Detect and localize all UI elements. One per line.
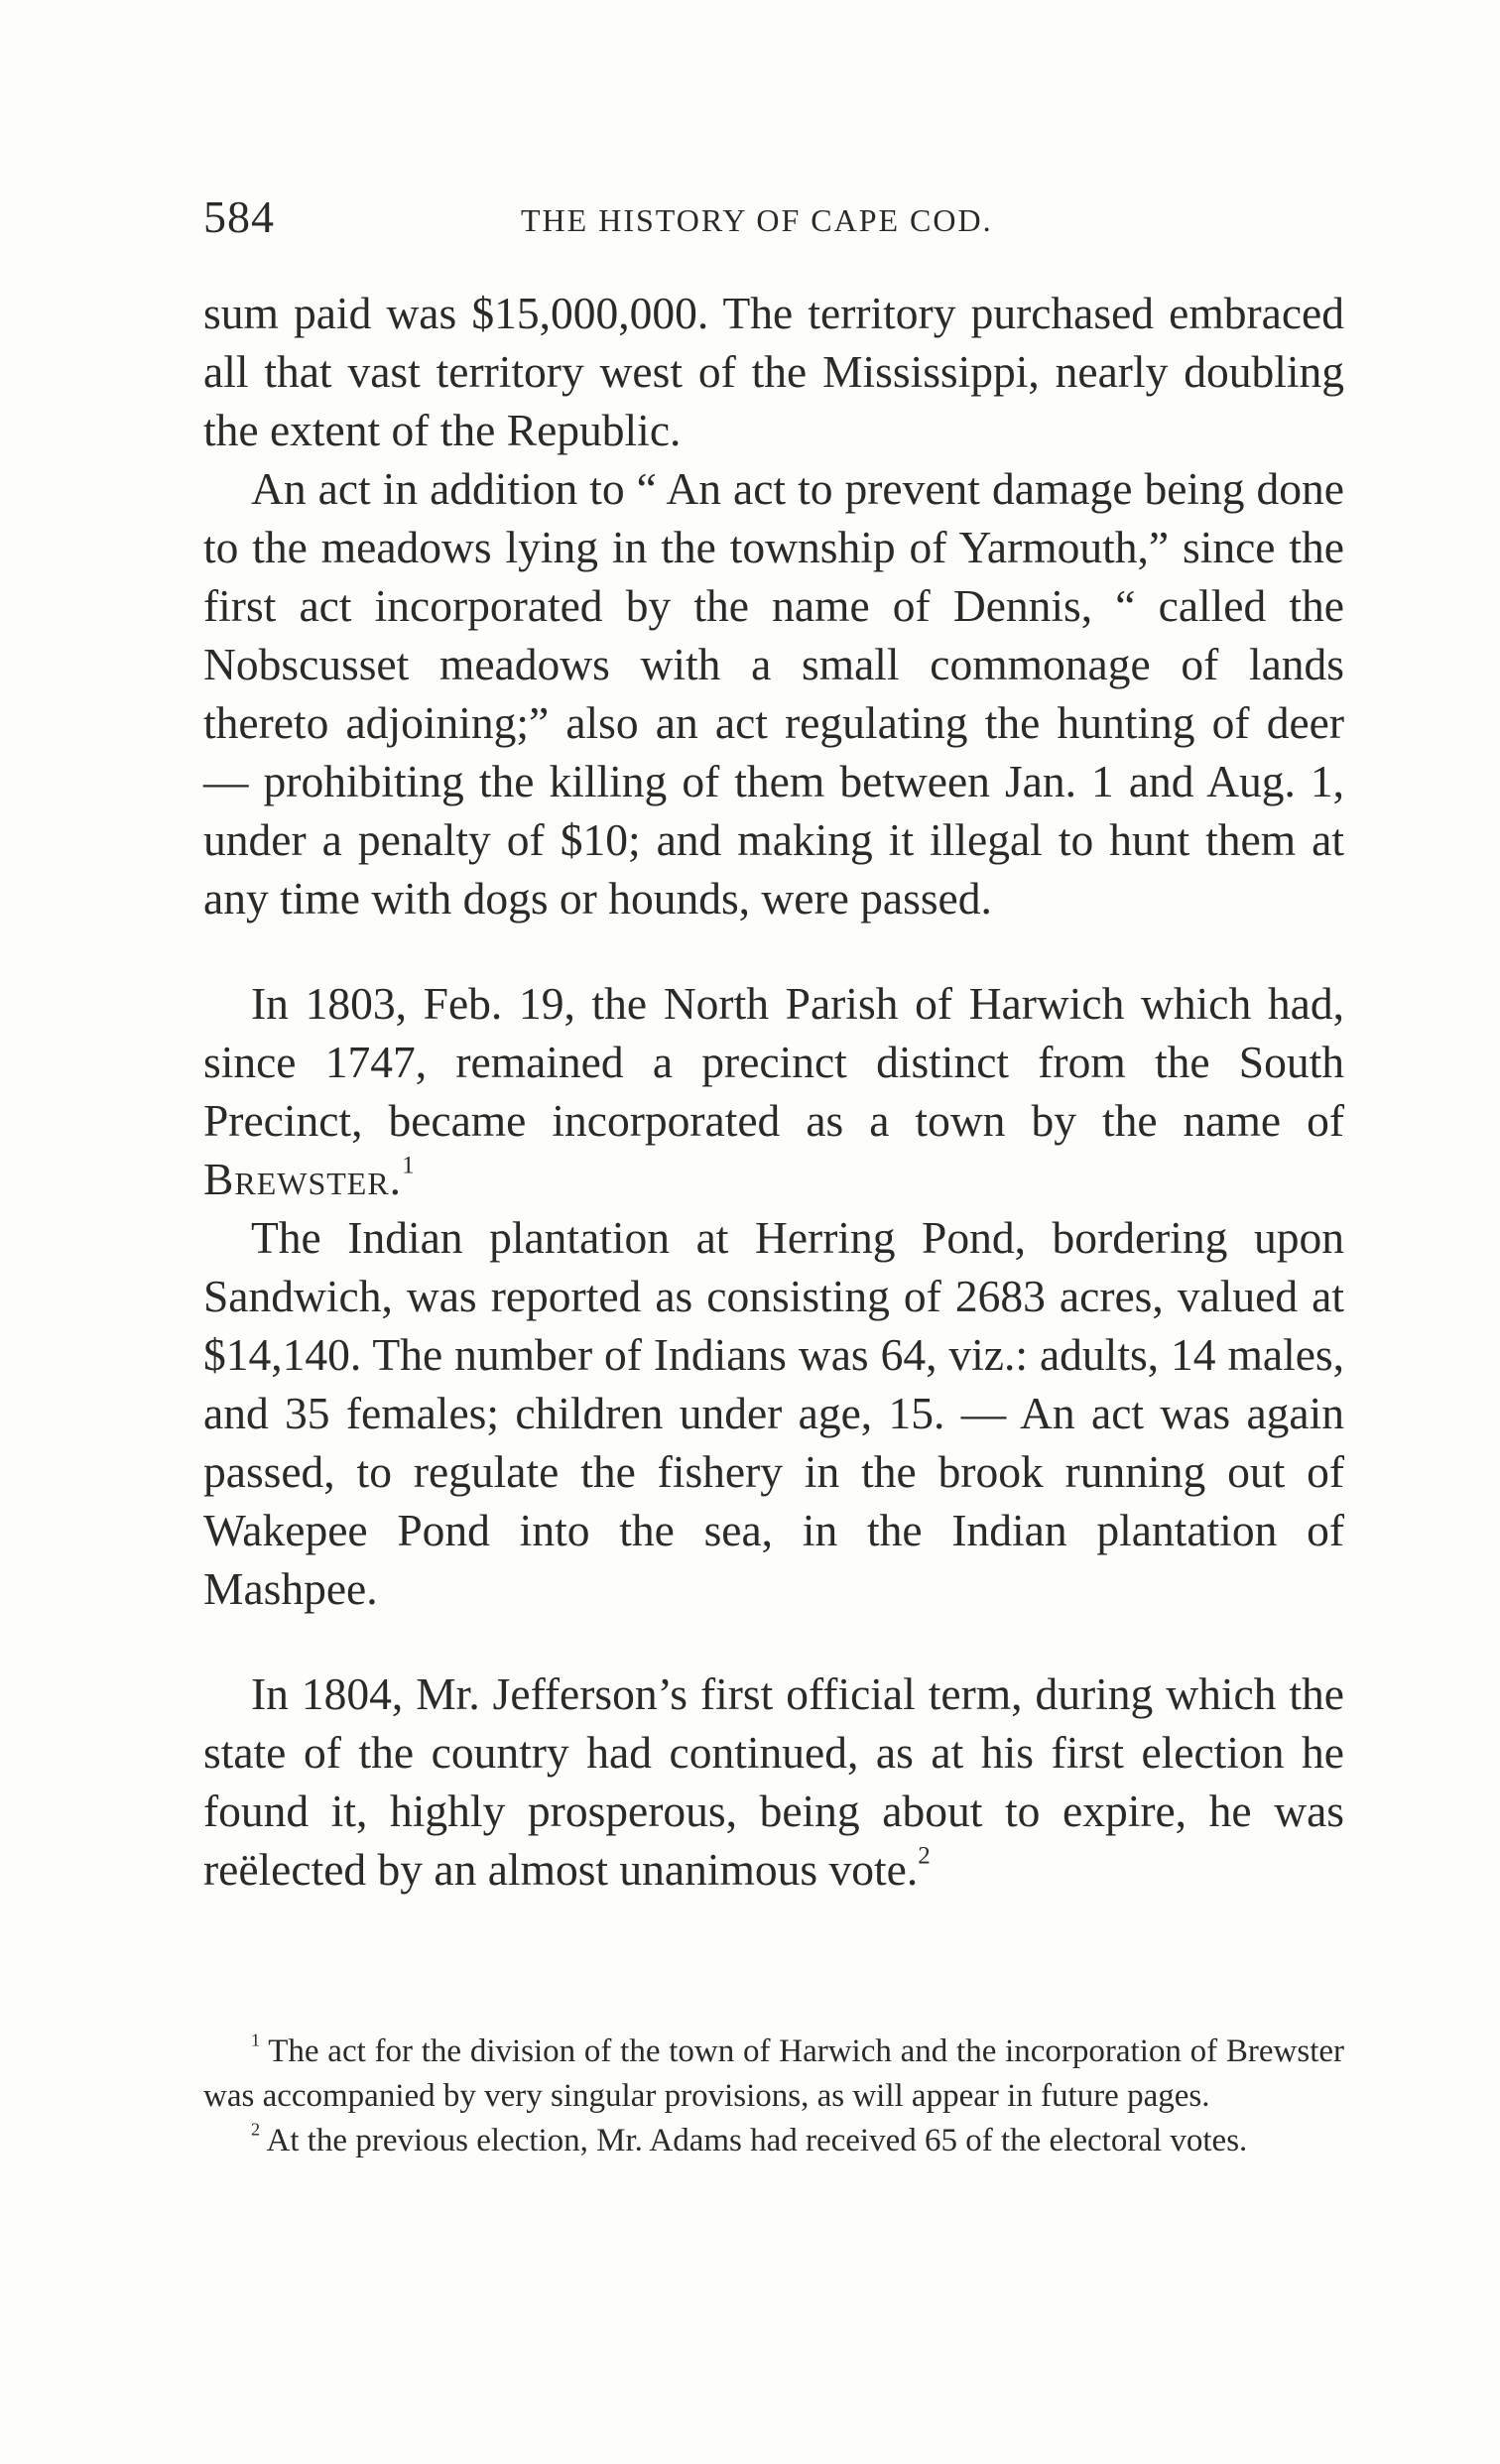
paragraph-3 — [203, 974, 1344, 1208]
paragraph-2: An act in addition to “ An act to prevent damage being done to the meadows lying in the township of Yarmouth,” since the first act incorporated by the name of Dennis, “ called the Nobscusset meadows with a small commonage of lands thereto adjoining;” also an act regulating the hunting of deer — prohibiting the killing of them between Jan. 1 and Aug. 1, under a penalty of $10; and making it illegal to hunt them at any time with dogs or hounds, were passed. — [203, 463, 1344, 924]
footnotes — [203, 2030, 1344, 2163]
running-title: THE HISTORY OF CAPE COD. — [521, 202, 993, 238]
paragraph-4: The Indian plantation at Herring Pond, bordering upon Sandwich, was reported as consisting of 2683 acres, valued at $14,140. The number of Indians was 64, viz.: adults, 14 males, and 35 females; children under age, 15. — An act was again passed, to regulate the fishery in the brook running out of Wakepee Pond into the sea, in the Indian plantation of Mashpee. — [203, 1212, 1344, 1614]
paragraph-3-text: In 1803, Feb. 19, the North Parish of Harwich which had, since 1747, remained a precinct distinct from the South Precinct, became incorporated as a town by the name of — [203, 978, 1344, 1146]
footnote-text: The act for the division of the town of Harwich and the incorporation of Brewster was accompanied by very singular provisions, as will appear in future pages. — [203, 2033, 1344, 2114]
paragraph-1: sum paid was $15,000,000. The territory purchased embraced all that vast territory west of the Mississippi, nearly doubling the extent of the Republic. — [203, 288, 1344, 455]
footnote-text: At the previous election, Mr. Adams had received 65 of the electoral votes. — [266, 2123, 1248, 2158]
paragraph-5 — [203, 1664, 1344, 1899]
town-name: Brewster. — [203, 1154, 403, 1204]
footnote-marker: 1 — [251, 2030, 261, 2050]
page-header — [203, 190, 1344, 250]
page-number: 584 — [203, 191, 275, 242]
footnote-ref-2: 2 — [918, 1842, 931, 1870]
paragraph-5-text: In 1804, Mr. Jefferson’s first official term, during which the state of the country had continued, as at his first election he found it, highly prosperous, being about to expire, he was reëlected by an almost unanimous vote. — [203, 1668, 1344, 1895]
footnote-1 — [203, 2030, 1344, 2119]
body-text — [203, 284, 1344, 1899]
footnote-ref-1: 1 — [402, 1152, 415, 1179]
footnote-marker: 2 — [251, 2119, 261, 2140]
footnote-2 — [203, 2119, 1344, 2163]
